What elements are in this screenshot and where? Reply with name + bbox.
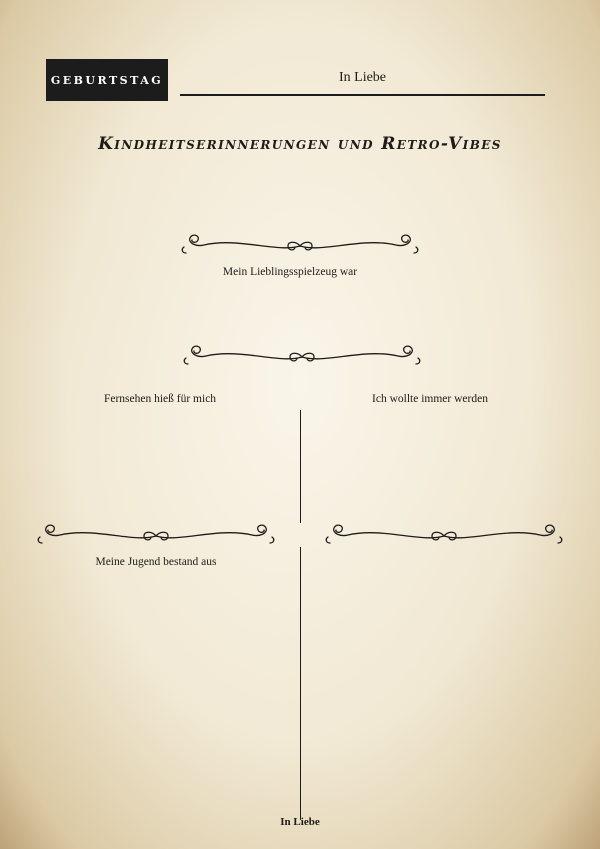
birthday-badge: GEBURTSTAG <box>46 59 168 101</box>
prompt-favorite-toy: Mein Lieblingsspielzeug war <box>222 266 358 278</box>
column-divider-upper <box>300 410 301 523</box>
recipient-line-label: In Liebe <box>338 70 387 85</box>
flourish-divider-icon <box>178 233 422 259</box>
prompt-television: Fernsehen hieß für mich <box>103 393 217 405</box>
column-divider-lower <box>300 547 301 820</box>
recipient-underline <box>180 94 545 96</box>
flourish-divider-icon <box>180 344 424 370</box>
page-title: Kindheitserinnerungen und Retro-Vibes <box>98 134 502 154</box>
prompt-youth: Meine Jugend bestand aus <box>95 556 217 568</box>
flourish-divider-icon <box>322 523 566 549</box>
prompt-dream-job: Ich wollte immer werden <box>372 393 488 405</box>
footer-signature: In Liebe <box>280 816 320 828</box>
flourish-divider-icon <box>34 523 278 549</box>
